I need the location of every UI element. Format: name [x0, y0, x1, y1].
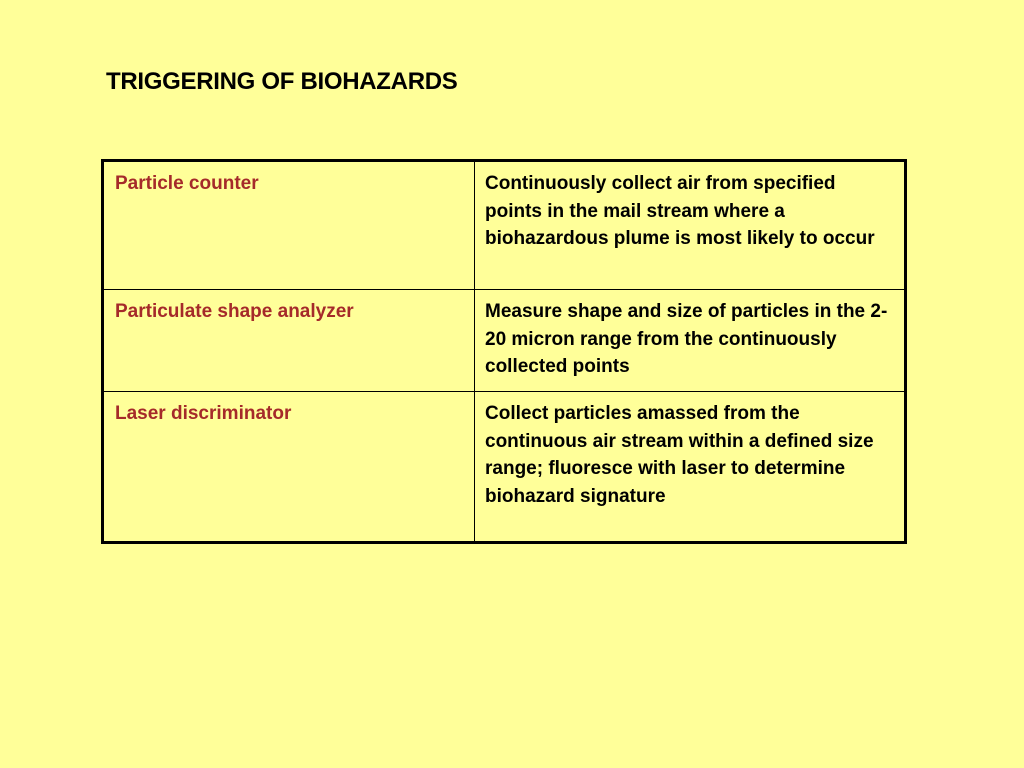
- term-cell: Particulate shape analyzer: [103, 290, 475, 392]
- table-row: [103, 392, 906, 543]
- table-row: [103, 290, 906, 392]
- description-cell: Collect particles amassed from the continuous air stream within a defined size range; fluoresce with laser to determine biohazard signature: [475, 392, 906, 543]
- term-cell: Particle counter: [103, 161, 475, 290]
- term-cell: Laser discriminator: [103, 392, 475, 543]
- biohazard-trigger-table: [101, 159, 907, 544]
- slide-title: TRIGGERING OF BIOHAZARDS: [106, 68, 458, 95]
- description-cell: Continuously collect air from specified points in the mail stream where a biohazardous plume is most likely to occur: [475, 161, 906, 290]
- table-row: [103, 161, 906, 290]
- description-cell: Measure shape and size of particles in the 2-20 micron range from the continuously collected points: [475, 290, 906, 392]
